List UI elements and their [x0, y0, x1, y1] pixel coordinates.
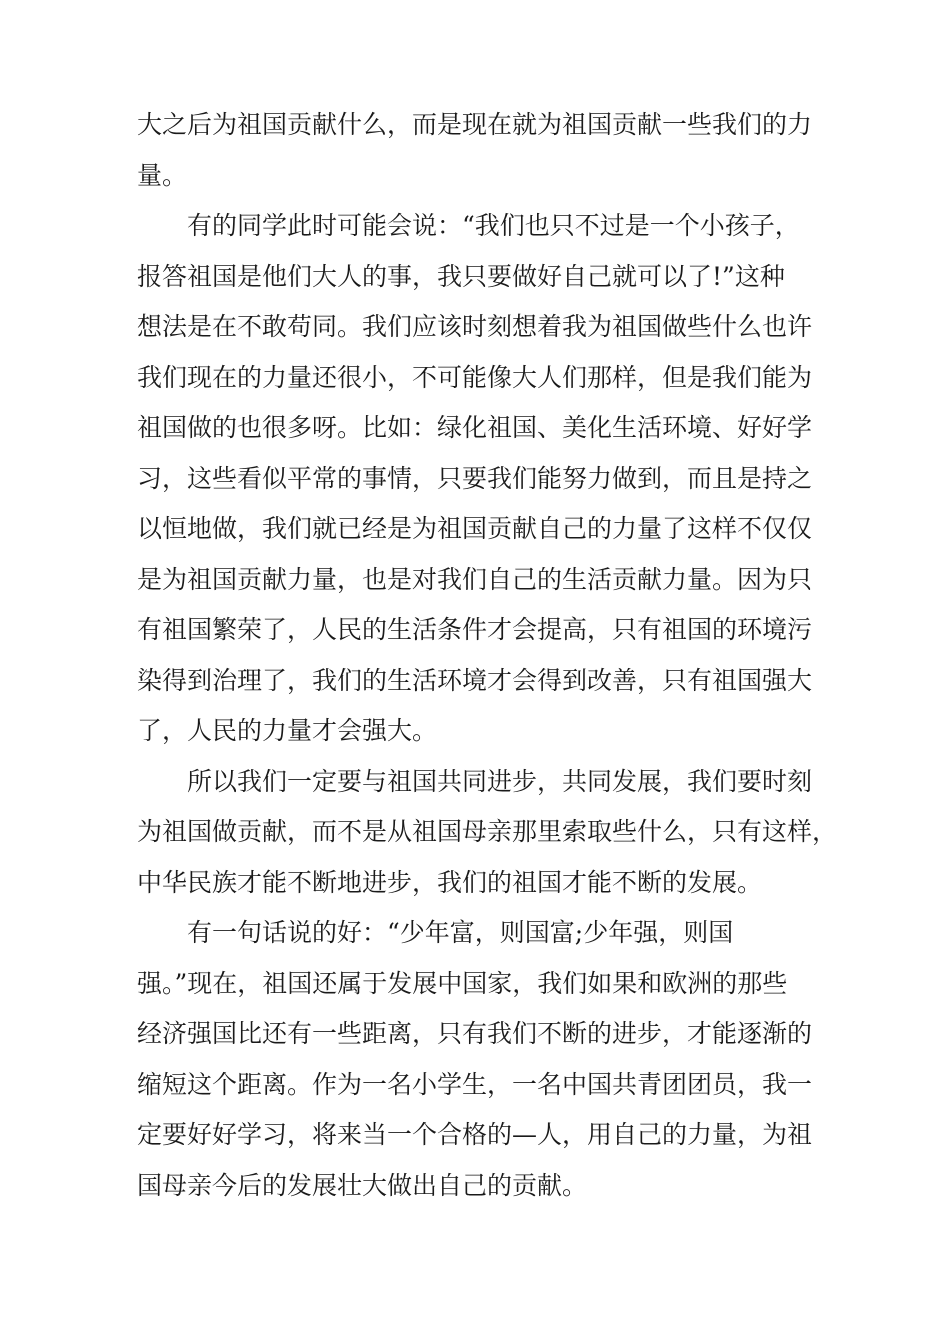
paragraph-2-line-9: 有祖国繁荣了，人民的生活条件才会提高，只有祖国的环境污: [137, 615, 813, 644]
paragraph-4-line-6: 国母亲今后的发展壮大做出自己的贡献。: [137, 1170, 588, 1200]
paragraph-4-line-1: 有一句话说的好：“少年富，则国富;少年强，则国: [187, 918, 734, 947]
paragraph-2-line-1: 有的同学此时可能会说：“我们也只不过是一个小孩子，: [187, 211, 800, 240]
paragraph-3-line-2: 为祖国做贡献，而不是从祖国母亲那里索取些什么，只有这样，: [137, 817, 838, 846]
paragraph-2-line-5: 祖国做的也很多呀。比如：绿化祖国、美化生活环境、好好学: [137, 413, 813, 442]
document-body: [137, 100, 837, 1211]
paragraph-4-line-5: 定要好好学习，将来当一个合格的—人，用自己的力量，为祖: [137, 1120, 813, 1149]
paragraph-3-line-1: 所以我们一定要与祖国共同进步，共同发展，我们要时刻: [187, 766, 813, 796]
paragraph-1-line-1: 大之后为祖国贡献什么，而是现在就为祖国贡献一些我们的力: [137, 110, 813, 139]
paragraph-2-line-8: 是为祖国贡献力量，也是对我们自己的生活贡献力量。因为只: [137, 564, 813, 594]
paragraph-2-line-2: 报答祖国是他们大人的事，我只要做好自己就可以了!”这种: [137, 261, 785, 291]
paragraph-1-line-2: 量。: [137, 160, 188, 190]
paragraph-4-line-4: 缩短这个距离。作为一名小学生，一名中国共青团团员，我一: [137, 1069, 813, 1099]
paragraph-2-line-4: 我们现在的力量还很小，不可能像大人们那样，但是我们能为: [137, 362, 813, 392]
paragraph-4-line-3: 经济强国比还有一些距离，只有我们不断的进步，才能逐渐的: [137, 1019, 813, 1048]
paragraph-4-line-2: 强。”现在，祖国还属于发展中国家，我们如果和欧洲的那些: [137, 968, 788, 998]
paragraph-2-line-3: 想法是在不敢苟同。我们应该时刻想着我为祖国做些什么也许: [137, 312, 813, 341]
paragraph-3-line-3: 中华民族才能不断地进步，我们的祖国才能不断的发展。: [137, 867, 763, 897]
paragraph-2-line-11: 了，人民的力量才会强大。: [137, 716, 438, 745]
paragraph-2-line-6: 习，这些看似平常的事情，只要我们能努力做到，而且是持之: [137, 463, 813, 493]
paragraph-2-line-10: 染得到治理了，我们的生活环境才会得到改善，只有祖国强大: [137, 665, 813, 695]
paragraph-2-line-7: 以恒地做，我们就已经是为祖国贡献自己的力量了这样不仅仅: [137, 514, 813, 543]
